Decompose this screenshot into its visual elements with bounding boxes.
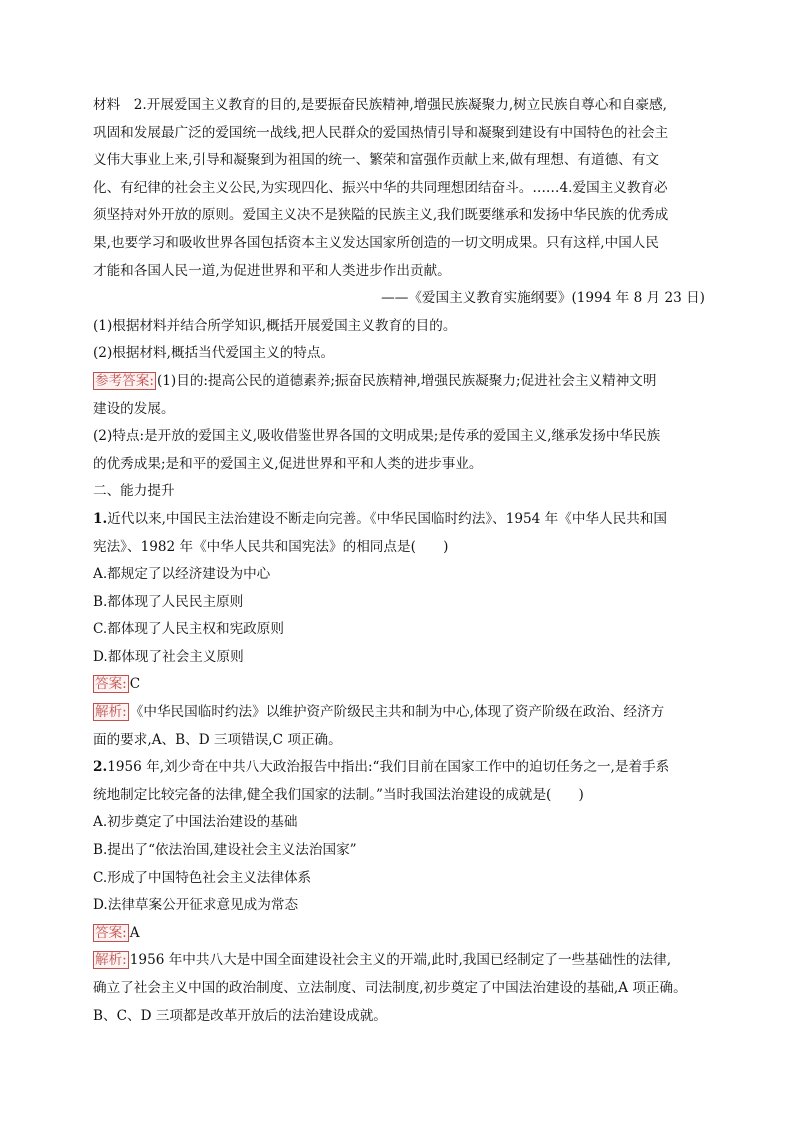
question-stem: 1956 年,刘少奇在中共八大政治报告中指出:“我们目前在国家工作中的迫切任务之一,是着手系	[107, 759, 670, 776]
option-c: C.形成了中国特色社会主义法律体系	[93, 869, 312, 886]
option-d: D.法律草案公开征求意见成为常态	[93, 897, 299, 914]
option-b: B.都体现了人民民主原则	[93, 593, 244, 610]
material-line: 化、有纪律的社会主义公民,为实现四化、振兴中华的共同理想团结奋斗。……4.爱国主义教育必	[93, 179, 668, 196]
question-stem: 近代以来,中国民主法治建设不断走向完善。《中华民国临时约法》、1954 年《中华人民共和国	[107, 510, 667, 527]
answer-text: 建设的发展。	[93, 400, 175, 417]
answer-text: (2)特点:是开放的爱国主义,吸收借鉴世界各国的文明成果;是传承的爱国主义,继承发扬中华民族	[93, 428, 661, 445]
question-stem: 统地制定比较完备的法律,健全我们国家的法制。”当时我国法治建设的成就是( )	[93, 786, 584, 803]
material-line: 果,也要学习和吸收世界各国包括资本主义发达国家所创造的一切文明成果。只有这样,中国人民	[93, 234, 659, 251]
document-page	[93, 92, 705, 1030]
option-d: D.都体现了社会主义原则	[93, 648, 244, 665]
option-a: A.都规定了以经济建设为中心	[93, 566, 271, 583]
question-2: (2)根据材料,概括当代爱国主义的特点。	[93, 345, 335, 362]
analysis-tag: 解析:	[95, 952, 127, 969]
material-line: 才能和各国人民一道,为促进世界和平和人类进步作出贡献。	[93, 262, 451, 279]
material-source: ——《爱国主义教育实施纲要》(1994 年 8 月 23 日)	[381, 290, 705, 307]
analysis-text: 1956 年中共八大是中国全面建设社会主义的开端,此时,我国已经制定了一些基础性的法律,	[129, 952, 672, 969]
material-line: 巩固和发展最广泛的爱国统一战线,把人民群众的爱国热情引导和凝聚到建设有中国特色的社会主	[93, 124, 669, 141]
mcq-question-2	[93, 754, 705, 1030]
answer-text: 的优秀成果;是和平的爱国主义,促进世界和平和人类的进步事业。	[93, 455, 483, 472]
answer-value: A	[129, 924, 140, 941]
reference-answer-tag: 参考答案:	[95, 372, 154, 389]
answer-text: (1)目的:提高公民的道德素养;振奋民族精神,增强民族凝聚力;促进社会主义精神文明	[156, 372, 657, 389]
material-line: 须坚持对外开放的原则。爱国主义决不是狭隘的民族主义,我们既要继承和发扬中华民族的优秀成	[93, 207, 669, 224]
analysis-text: 确立了社会主义中国的政治制度、立法制度、司法制度,初步奠定了中国法治建设的基础,A 项正确。	[93, 980, 687, 996]
material-line: 义伟大事业上来,引导和凝聚到为祖国的统一、繁荣和富强作贡献上来,做有理想、有道德、有文	[93, 152, 659, 169]
analysis-text: B、C、D 三项都是改革开放后的法治建设成就。	[93, 1007, 387, 1024]
material-passage	[93, 92, 705, 313]
mcq-question-1	[93, 506, 705, 754]
question-number: 2.	[93, 759, 108, 776]
analysis-tag: 解析:	[95, 704, 127, 721]
analysis-text: 《中华民国临时约法》以维护资产阶级民主共和制为中心,体现了资产阶级在政治、经济方	[129, 704, 665, 721]
answer-value: C	[129, 676, 141, 693]
option-a: A.初步奠定了中国法治建设的基础	[93, 814, 298, 831]
question-1: (1)根据材料并结合所学知识,概括开展爱国主义教育的目的。	[93, 317, 457, 334]
answer-tag: 答案:	[95, 676, 127, 693]
section-heading: 二、能力提升	[93, 483, 175, 500]
option-c: C.都体现了人民主权和宪政原则	[93, 621, 284, 638]
material-line: 材料 2.开展爱国主义教育的目的,是要振奋民族精神,增强民族凝聚力,树立民族自尊心和自豪感,	[93, 97, 668, 113]
analysis-text: 面的要求,A、B、D 三项错误,C 项正确。	[93, 731, 342, 748]
answer-tag: 答案:	[95, 924, 127, 941]
question-number: 1.	[93, 510, 108, 527]
reference-answer	[93, 368, 705, 478]
option-b: B.提出了“依法治国,建设社会主义法治国家”	[93, 842, 357, 859]
question-stem: 宪法》、1982 年《中华人民共和国宪法》的相同点是( )	[93, 538, 449, 555]
